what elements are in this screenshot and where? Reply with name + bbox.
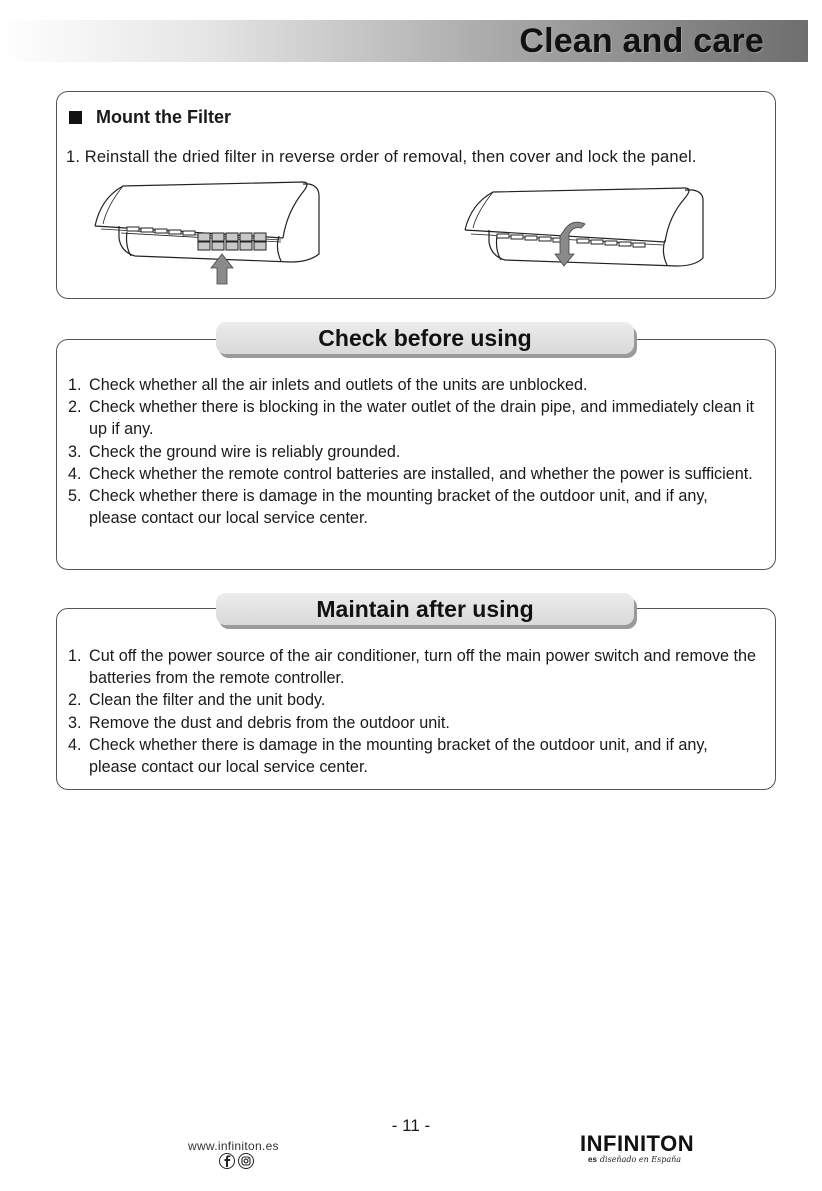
list-item	[68, 441, 758, 463]
list-item	[68, 463, 758, 485]
square-bullet-icon	[69, 111, 82, 124]
list-item	[68, 645, 758, 689]
list-item-text: Check the ground wire is reliably grounded.	[89, 442, 401, 461]
list-item-text: Check whether all the air inlets and outlets of the units are unblocked.	[89, 376, 588, 394]
mount-filter-section	[56, 91, 776, 299]
list-item-text: Remove the dust and debris from the outdoor unit.	[89, 713, 450, 732]
list-item-text: Check whether there is damage in the mounting bracket of the outdoor unit, and if any, please contact our local service center.	[89, 735, 708, 777]
list-item	[68, 689, 758, 711]
maintain-after-list	[68, 645, 758, 778]
list-item-number: 3.	[68, 442, 82, 461]
check-before-section	[56, 339, 776, 570]
website-link[interactable]: www.infiniton.es	[188, 1139, 279, 1153]
mount-filter-heading	[69, 107, 231, 128]
mount-filter-step: 1. Reinstall the dried filter in reverse order of removal, then cover and lock the panel.	[66, 148, 697, 166]
list-item-text: Cut off the power source of the air conditioner, turn off the main power switch and remove the batteries from the remote controller.	[89, 647, 757, 688]
instagram-icon[interactable]	[239, 1154, 254, 1169]
list-item-number: 1.	[68, 647, 82, 665]
close-panel-illustration	[463, 184, 707, 276]
page-number: - 11 -	[391, 1116, 431, 1135]
list-item-number: 4.	[68, 464, 82, 483]
list-item	[68, 712, 758, 734]
list-item-number: 2.	[68, 691, 82, 710]
list-item-text: Check whether there is damage in the mounting bracket of the outdoor unit, and if any, please contact our local service center.	[89, 487, 708, 528]
brand-logo: INFINITON	[580, 1131, 695, 1156]
brand-tagline-prefix: es	[588, 1155, 597, 1164]
list-item	[68, 485, 758, 529]
maintain-after-section	[56, 608, 776, 790]
list-item-number: 3.	[68, 713, 82, 732]
brand-tagline	[588, 1155, 681, 1164]
list-item-number: 2.	[68, 398, 82, 417]
list-item-number: 5.	[68, 487, 82, 506]
mount-filter-heading-text: Mount the Filter	[96, 107, 231, 127]
list-item	[68, 734, 758, 778]
check-before-title: Check before using	[216, 322, 634, 354]
check-before-list	[68, 374, 758, 529]
header-bar	[0, 20, 808, 62]
list-item-number: 1.	[68, 376, 82, 394]
list-item-text: Clean the filter and the unit body.	[89, 691, 326, 710]
insert-filter-illustration	[91, 176, 331, 286]
page-title: Clean and care	[519, 22, 764, 60]
list-item	[68, 374, 758, 396]
list-item-number: 4.	[68, 735, 82, 754]
list-item	[68, 396, 758, 440]
social-icons	[218, 1152, 258, 1170]
facebook-icon[interactable]	[220, 1154, 235, 1169]
brand-tagline-text: diseñado en España	[599, 1155, 682, 1164]
maintain-after-title: Maintain after using	[216, 593, 634, 625]
list-item-text: Check whether the remote control batteries are installed, and whether the power is sufficient.	[89, 464, 753, 483]
list-item-text: Check whether there is blocking in the water outlet of the drain pipe, and immediately clean it up if any.	[89, 398, 754, 439]
